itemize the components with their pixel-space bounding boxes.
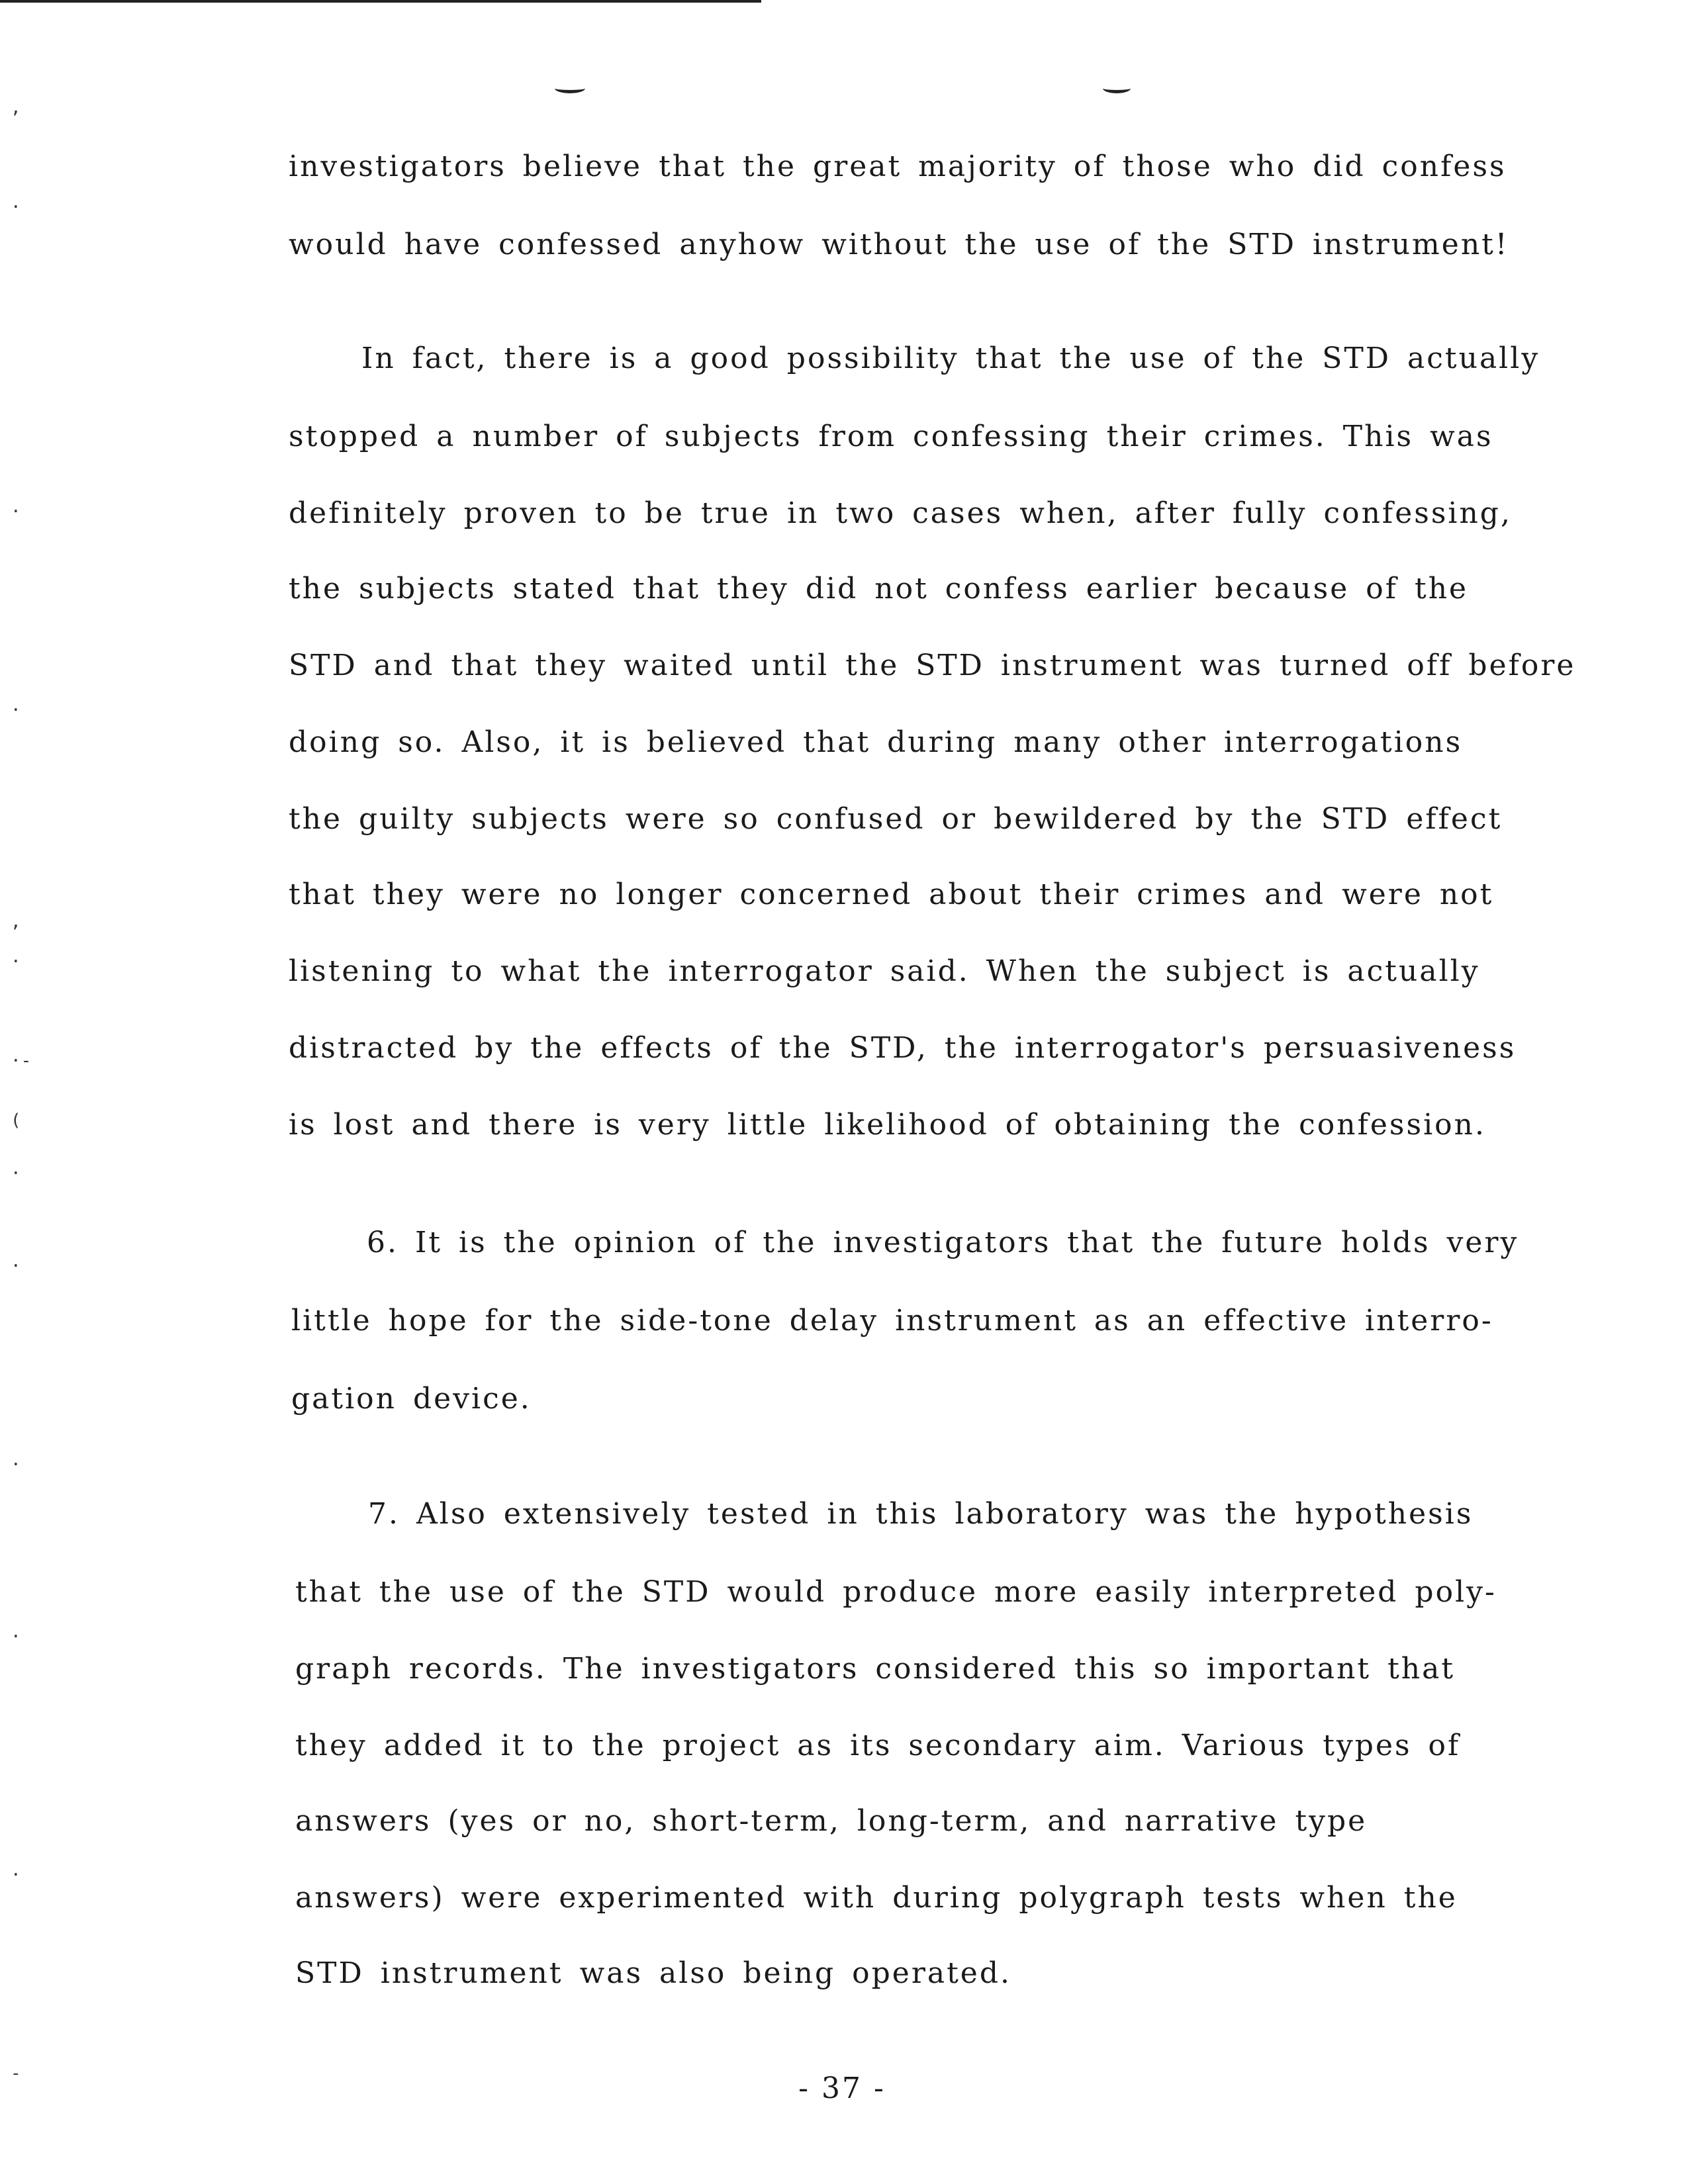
margin-speck: · — [11, 1627, 21, 1647]
scan-mark-right — [1103, 83, 1131, 93]
margin-speck: · — [11, 1256, 21, 1276]
text-line: is lost and there is very little likelihood of obtaining the confession. — [289, 1108, 1486, 1142]
text-line: stopped a number of subjects from confessing their crimes. This was — [289, 420, 1493, 453]
text-line: answers) were experimented with during polygraph tests when the — [295, 1881, 1458, 1915]
text-line: they added it to the project as its secondary aim. Various types of — [295, 1729, 1461, 1762]
margin-speck: ( — [11, 1111, 21, 1130]
margin-speck: · — [11, 1163, 21, 1183]
text-line: definitely proven to be true in two cases when, after fully confessing, — [289, 496, 1512, 530]
text-line: that they were no longer concerned about their crimes and were not — [289, 878, 1494, 911]
margin-speck: · — [11, 197, 21, 217]
top-scan-rule — [0, 0, 761, 3]
text-line: doing so. Also, it is believed that during many other interrogations — [289, 725, 1463, 759]
text-line: 7. Also extensively tested in this laboratory was the hypothesis — [368, 1497, 1474, 1531]
text-line: In fact, there is a good possibility that the use of the STD actually — [361, 341, 1540, 375]
text-line: STD and that they waited until the STD instrument was turned off before — [289, 649, 1576, 682]
text-line: the subjects stated that they did not confess earlier because of the — [289, 572, 1469, 606]
text-line: the guilty subjects were so confused or bewildered by the STD effect — [289, 802, 1503, 836]
text-line: little hope for the side-tone delay instrument as an effective interro- — [291, 1304, 1493, 1338]
text-line: listening to what the interrogator said. When the subject is actually — [289, 954, 1480, 988]
margin-speck: ·- — [11, 1051, 32, 1071]
margin-speck: · — [11, 1865, 21, 1885]
margin-speck: , — [11, 912, 21, 932]
margin-speck: · — [11, 1455, 21, 1475]
margin-speck: , — [11, 98, 21, 118]
text-line: gation device. — [291, 1382, 532, 1416]
margin-speck: · — [11, 700, 21, 720]
text-line: 6. It is the opinion of the investigators that the future holds very — [367, 1226, 1519, 1259]
text-line: distracted by the effects of the STD, the interrogator's persuasiveness — [289, 1031, 1517, 1065]
text-line: STD instrument was also being operated. — [295, 1956, 1011, 1990]
text-line: graph records. The investigators considered this so important that — [295, 1652, 1456, 1686]
margin-speck: · — [11, 952, 21, 972]
scan-mark-left — [555, 83, 585, 93]
text-line: answers (yes or no, short-term, long-term, and narrative type — [295, 1804, 1368, 1838]
margin-speck: - — [11, 2064, 21, 2083]
text-line: investigators believe that the great majority of those who did confess — [289, 150, 1507, 183]
page-number: - 37 - — [798, 2071, 886, 2105]
text-line: that the use of the STD would produce more easily interpreted poly- — [295, 1575, 1497, 1609]
margin-speck: · — [11, 502, 21, 522]
text-line: would have confessed anyhow without the use of the STD instrument! — [289, 228, 1509, 261]
